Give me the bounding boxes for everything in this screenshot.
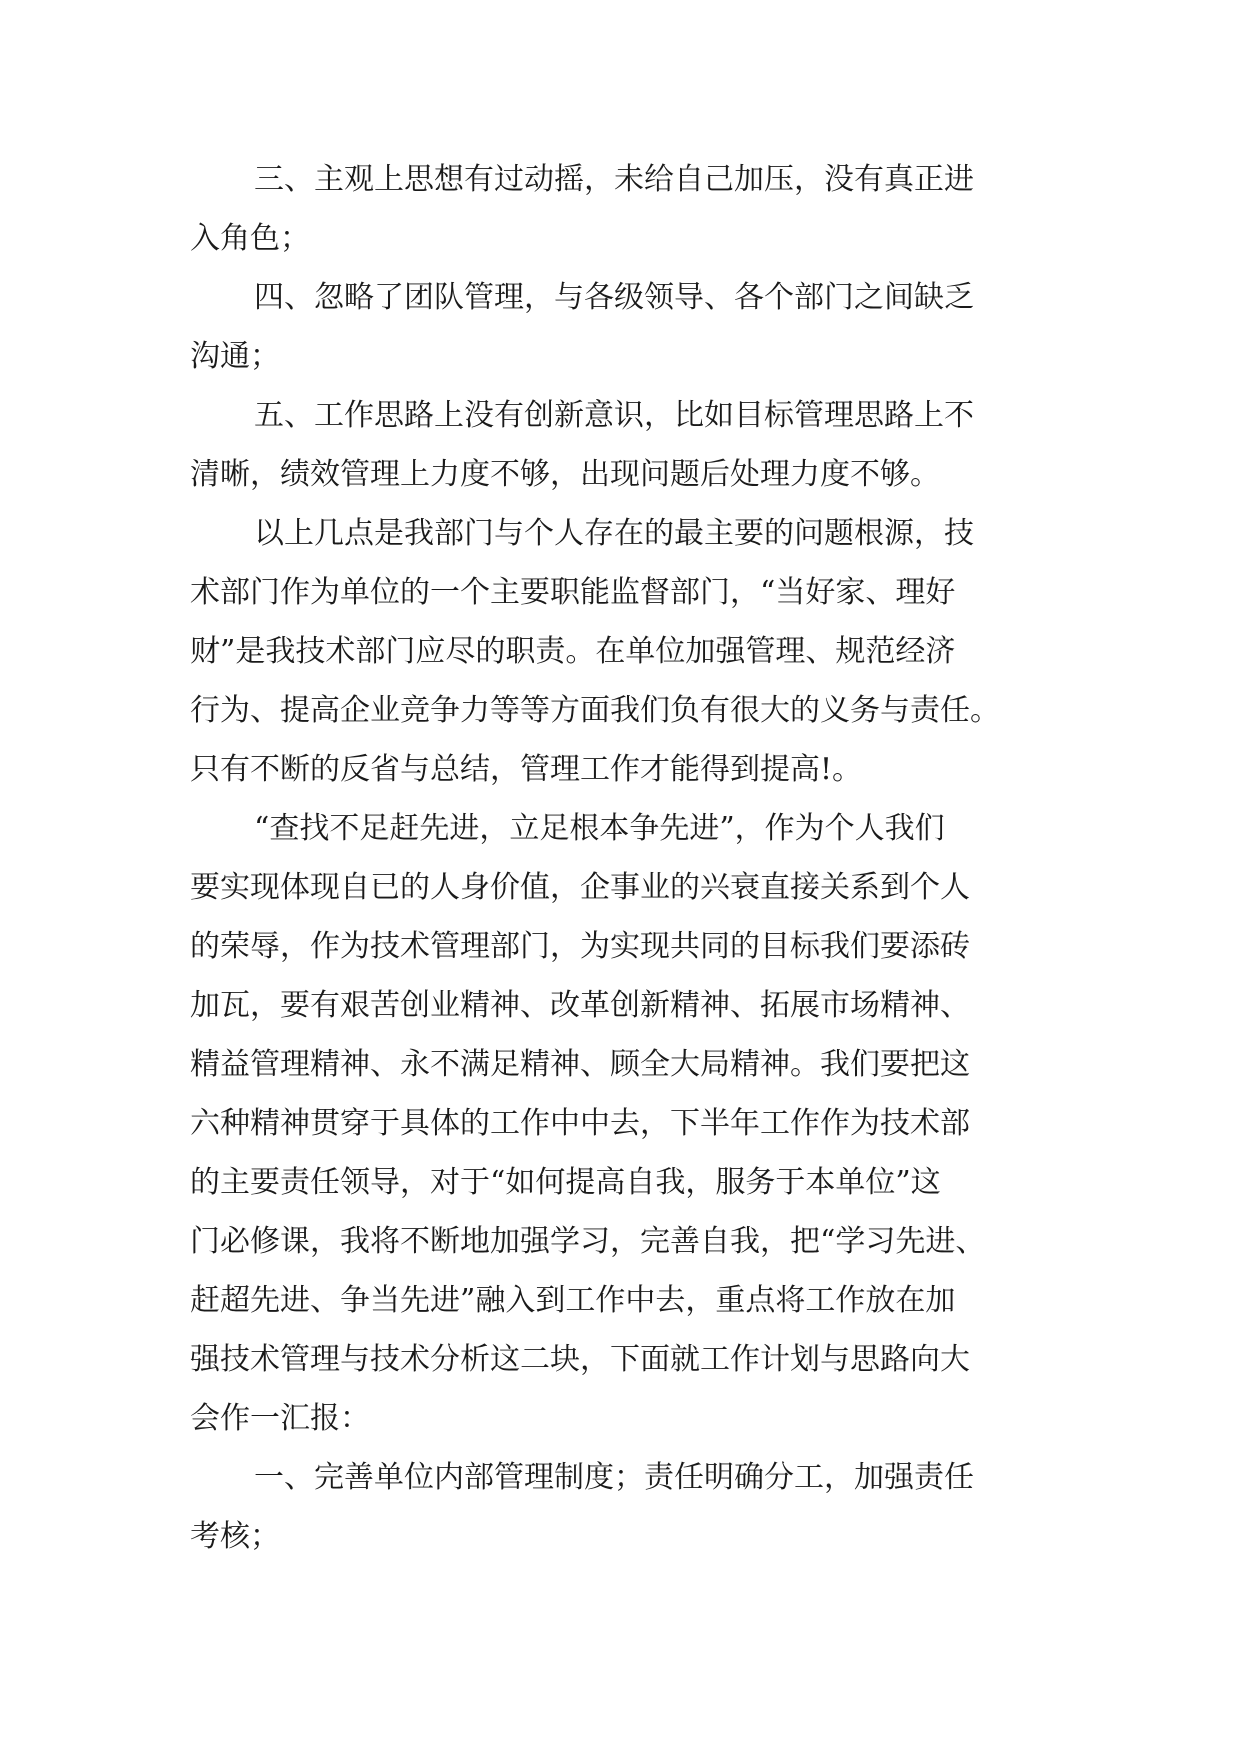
plan-paragraph-line-11: 会作一汇报：	[190, 1401, 370, 1436]
document-page	[190, 150, 1050, 1566]
plan-paragraph-line-5: 精益管理精神、永不满足精神、顾全大局精神。我们要把这	[190, 1047, 970, 1082]
paragraph-5-line-2: 清晰，绩效管理上力度不够，出现问题后处理力度不够。	[190, 457, 940, 492]
item-1-line-1: 一、完善单位内部管理制度；责任明确分工，加强责任	[254, 1460, 974, 1495]
paragraph-3-line-1: 三、主观上思想有过动摇，未给自己加压，没有真正进	[254, 162, 974, 197]
plan-paragraph-line-3: 的荣辱，作为技术管理部门，为实现共同的目标我们要添砖	[190, 929, 970, 964]
paragraph-4-line-2: 沟通；	[190, 339, 280, 374]
summary-paragraph-line-4: 行为、提高企业竞争力等等方面我们负有很大的义务与责任。	[190, 693, 1000, 728]
summary-paragraph-line-2: 术部门作为单位的一个主要职能监督部门，“当好家、理好	[190, 575, 956, 610]
summary-paragraph-line-1: 以上几点是我部门与个人存在的最主要的问题根源，技	[254, 516, 974, 551]
plan-paragraph-line-2: 要实现体现自已的人身价值，企事业的兴衰直接关系到个人	[190, 870, 970, 905]
plan-paragraph-line-6: 六种精神贯穿于具体的工作中中去，下半年工作作为技术部	[190, 1106, 970, 1141]
plan-paragraph-line-8: 门必修课，我将不断地加强学习，完善自我，把“学习先进、	[190, 1224, 986, 1259]
plan-paragraph-line-4: 加瓦，要有艰苦创业精神、改革创新精神、拓展市场精神、	[190, 988, 970, 1023]
plan-paragraph-line-9: 赶超先进、争当先进”融入到工作中去，重点将工作放在加	[190, 1283, 956, 1318]
paragraph-4-line-1: 四、忽略了团队管理，与各级领导、各个部门之间缺乏	[254, 280, 974, 315]
paragraph-3-line-2: 入角色；	[190, 221, 310, 256]
plan-paragraph-line-7: 的主要责任领导，对于“如何提高自我，服务于本单位”这	[190, 1165, 941, 1200]
plan-paragraph-line-10: 强技术管理与技术分析这二块，下面就工作计划与思路向大	[190, 1342, 970, 1377]
summary-paragraph-line-5: 只有不断的反省与总结，管理工作才能得到提高!。	[190, 752, 863, 787]
paragraph-5-line-1: 五、工作思路上没有创新意识，比如目标管理思路上不	[254, 398, 974, 433]
plan-paragraph-line-1: “查找不足赶先进，立足根本争先进”，作为个人我们	[254, 811, 945, 846]
summary-paragraph-line-3: 财”是我技术部门应尽的职责。在单位加强管理、规范经济	[190, 634, 956, 669]
item-1-line-2: 考核；	[190, 1519, 280, 1554]
